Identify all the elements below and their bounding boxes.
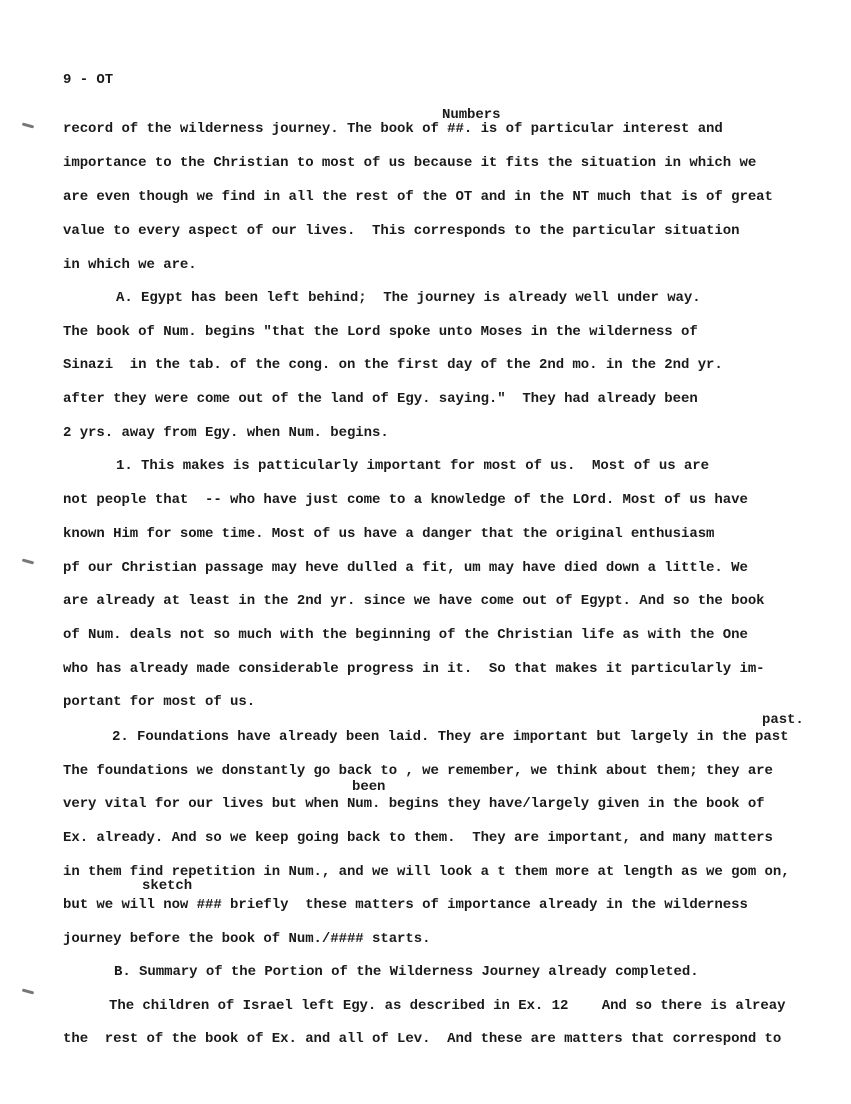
text-line: are even though we find in all the rest of the OT and in the NT much that is of great xyxy=(63,189,773,205)
text-line: The children of Israel left Egy. as described in Ex. 12 And so there is alreay xyxy=(109,998,786,1014)
point-1: 1. This makes is patticularly important for most of us. Most of us are xyxy=(116,458,709,474)
text-line: in them find repetition in Num., and we will look a t them more at length as we gom on, xyxy=(63,864,790,880)
insertion-sketch: sketch xyxy=(142,878,193,894)
insertion-numbers: Numbers xyxy=(442,107,501,123)
text-line: who has already made considerable progress in it. So that makes it particularly im- xyxy=(63,661,765,677)
heading-a: A. Egypt has been left behind; The journey is already well under way. xyxy=(116,290,701,306)
binder-hole-mark xyxy=(22,988,34,994)
text-line: known Him for some time. Most of us have a danger that the original enthusiasm xyxy=(63,526,715,542)
text-line: The book of Num. begins "that the Lord spoke unto Moses in the wilderness of xyxy=(63,324,698,340)
text-line: Ex. already. And so we keep going back to them. They are important, and many matters xyxy=(63,830,773,846)
text-line: 2 yrs. away from Egy. when Num. begins. xyxy=(63,425,389,441)
page-label: 9 - OT xyxy=(63,72,114,88)
text-line: journey before the book of Num./#### starts. xyxy=(63,931,431,947)
text-line: after they were come out of the land of Egy. saying." They had already been xyxy=(63,391,698,407)
text-line: pf our Christian passage may heve dulled a fit, um may have died down a little. We xyxy=(63,560,748,576)
text-line: value to every aspect of our lives. This corresponds to the particular situation xyxy=(63,223,740,239)
insertion-been: been xyxy=(352,779,386,795)
heading-b: B. Summary of the Portion of the Wilderness Journey already completed. xyxy=(114,964,699,980)
text-line: record of the wilderness journey. The book of ##. is of particular interest and xyxy=(63,121,723,137)
text-line: but we will now ### briefly these matters of importance already in the wilderness xyxy=(63,897,748,913)
point-2: 2. Foundations have already been laid. They are important but largely in the past xyxy=(112,729,789,745)
text-line: of Num. deals not so much with the beginning of the Christian life as with the One xyxy=(63,627,748,643)
text-line: Sinazi in the tab. of the cong. on the first day of the 2nd mo. in the 2nd yr. xyxy=(63,357,723,373)
text-line: not people that -- who have just come to a knowledge of the LOrd. Most of us have xyxy=(63,492,748,508)
binder-hole-mark xyxy=(22,122,34,128)
text-line: are already at least in the 2nd yr. since we have come out of Egypt. And so the book xyxy=(63,593,765,609)
binder-hole-mark xyxy=(22,558,34,564)
text-line: very vital for our lives but when Num. begins they have/largely given in the book of xyxy=(63,796,765,812)
text-line: importance to the Christian to most of us because it fits the situation in which we xyxy=(63,155,757,171)
text-line: in which we are. xyxy=(63,257,197,273)
text-line: The foundations we donstantly go back to , we remember, we think about them; they are xyxy=(63,763,773,779)
insertion-past: past. xyxy=(762,712,804,728)
text-line: portant for most of us. xyxy=(63,694,256,710)
text-line: the rest of the book of Ex. and all of Lev. And these are matters that correspond to xyxy=(63,1031,782,1047)
